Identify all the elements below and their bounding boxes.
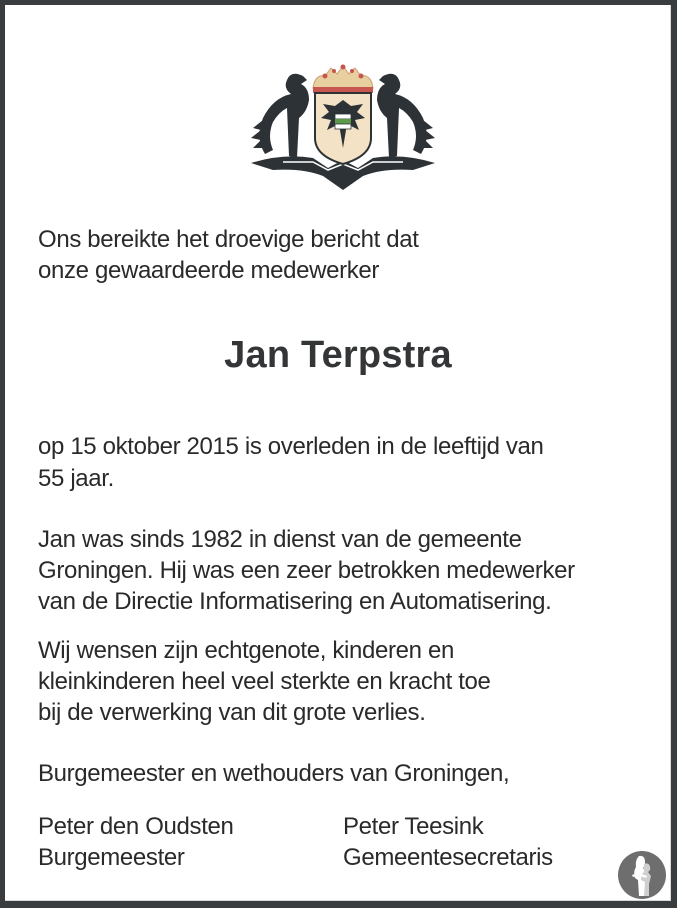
service-line-1: Jan was sinds 1982 in dienst van de gemeente: [38, 526, 522, 553]
intro-line-2: onze gewaardeerde medewerker: [38, 257, 380, 284]
closing-line: Burgemeester en wethouders van Groningen,: [38, 760, 510, 787]
signatory-mayor: [38, 811, 234, 873]
signatory-name: Peter Teesink: [343, 813, 484, 840]
service-line-2: Groningen. Hij was een zeer betrokken medewerker: [38, 557, 575, 584]
service-line-3: van de Directie Informatisering en Automatisering.: [38, 588, 552, 615]
embracing-people-logo-icon: [617, 850, 667, 900]
condolence-line-3: bij de verwerking van dit grote verlies.: [38, 699, 426, 726]
signatory-name: Peter den Oudsten: [38, 813, 234, 840]
signatory-secretary: [343, 811, 553, 873]
condolence-line-1: Wij wensen zijn echtgenote, kinderen en: [38, 637, 454, 664]
death-line-2: 55 jaar.: [38, 465, 114, 492]
signatory-title: Gemeentesecretaris: [343, 844, 553, 871]
condolence-line-2: kleinkinderen heel veel sterkte en kracht toe: [38, 668, 491, 695]
signatory-title: Burgemeester: [38, 844, 185, 871]
intro-line-1: Ons bereikte het droevige bericht dat: [38, 226, 419, 253]
groningen-coat-of-arms-icon: [243, 58, 443, 193]
death-line-1: op 15 oktober 2015 is overleden in de leeftijd van: [38, 433, 544, 460]
obituary-notice: [5, 5, 671, 901]
deceased-name: Jan Terpstra: [224, 334, 452, 376]
